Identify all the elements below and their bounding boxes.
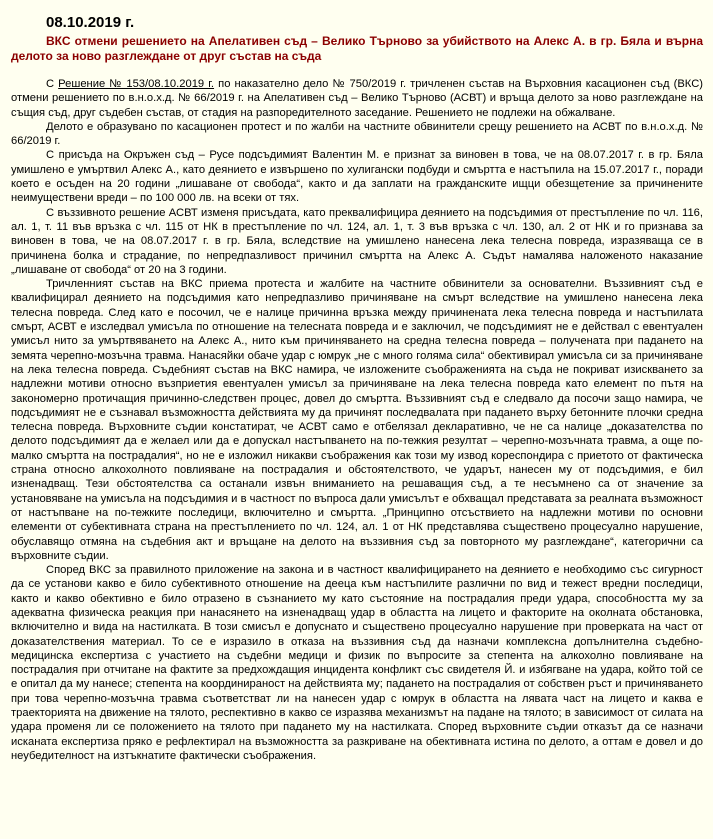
paragraph-2: Делото е образувано по касационен протест и по жалби на частните обвинители срещу решението на АСВТ по в.н.о.х.д. № 66/2019 г. [11, 120, 703, 148]
article-headline: ВКС отмени решението на Апелативен съд – Велико Търново за убийството на Алекс А. в гр. Бяла и върна делото за ново разглеждане от друг състав на съда [11, 34, 703, 63]
article-date: 08.10.2019 г. [46, 14, 135, 31]
paragraph-1-prefix: С [46, 78, 59, 90]
paragraph-6: Според ВКС за правилното приложение на закона и в частност квалифицирането на деянието е необходимо със сигурност да се установи какво е било субективното отношение на дееца към настъпилите различни по вид и тежест вредни последици, както и какво обективно е било отразено в съзнанието му като състояние на пострадалия преди удара, способността му за адекватна физическа реакция при нанасянето на изненадващ удар в областта на лицето и факторите на околната обстановка, включително и вида на настилката. В този смисъл е допуснато и съществено процесуално нарушение при проверката на част от доказателствения материал. То се е изразило в отказа на въззивния съд да назначи комплексна допълнителна съдебно-медицинска експертиза с участието на съдебни медици и физик по въпросите за степента на алкохолно повлияване на пострадалия при отчитане на фактите за предхождащия инцидента конфликт със свидетеля Й. и избягване на удара, който той се е опитал да му нанесе; степента на координираност на действията му; падането на пострадалия от собствен ръст и причиняването при това черепно-мозъчна травма съответстват ли на нанесен удар с юмрук в областта на лявата част на лицето и каква е траекторията на движение на тялото, респективно в какво се изразява механизмът на падане на тялото; в зависимост от силата на удара променя ли се положението на тялото при падането му на настилката. Според върховните съдии отказът да се назначи исканата експертиза пряко е рефлектирал на възможността за разкриване на обективната истина по делото, а оттам е довел и до неубедителност на изтъкнатите фактически съображения. [11, 564, 703, 762]
paragraph-4: С въззивното решение АСВТ изменя присъдата, като преквалифицира деянието на подсъдимия от престъпление по чл. 116, ал. 1, т. 11 във връзка с чл. 115 от НК в престъпление по чл. 124, ал. 1, т. 3 във връзка с чл. 130, ал. 2 от НК и го признава за виновен в това, че на 08.07.2017 г. в гр. Бяла, вследствие на умишлено нанесена лека телесна повреда, изразяваща се в причинена болка и страдание, по непредпазливост причинил смъртта на Алекс А. Съдът намалява наложеното наказание „лишаване от свобода“ от 20 на 3 години. [11, 206, 703, 276]
paragraph-1 [11, 77, 703, 120]
decision-link[interactable]: Решение № 153/08.10.2019 г. [58, 78, 215, 90]
paragraph-3: С присъда на Окръжен съд – Русе подсъдимият Валентин М. е признат за виновен в това, че на 08.07.2017 г. в гр. Бяла умишлено е умъртвил Алекс А., като деянието е извършено по хулигански подбуди и смъртта е настъпила на 15.07.2017 г., поради което е осъден на 20 години „лишаване от свобода“, както и да заплати на гражданските ищци обезщетение за причинените неимуществени вреди – по 100 000 лв. на всеки от тях. [11, 149, 703, 205]
paragraph-1-text: по наказателно дело № 750/2019 г. тричленен състав на Върховния касационен съд (ВКС) отмени решението по в.н.о.х.д. № 66/2019 г. на Апелативен съд – Велико Търново (АСВТ) и връща делото за ново разглеждане на същия съд, друг съдебен състав, от стадия на разпоредителното заседание. Решението не подлежи на обжалване. [11, 78, 704, 119]
paragraph-5: Тричленният състав на ВКС приема протеста и жалбите на частните обвинители за основателни. Въззивният съд е квалифицирал деянието на подсъдимия като непредпазливо причиняване на смърт вследствие на умишлено нанесена лека телесна повреда. След като е посочил, че е налице причинна връзка между причинената лека телесна повреда и настъпилата смърт, АСВТ е изследвал умисъла по отношение на телесната повреда и е заключил, че подсъдимият не е действал с евентуален умисъл нито за умъртвяването на Алекс А., нито към причиняването на средна телесна повреда – получената при падането на земята черепно-мозъчна травма. Нанасяйки обаче удар с юмрук „не с много голяма сила“ обективирал умисъла си за причиняване на лека телесна повреда. Съдебният състав на ВКС намира, че изложените съображенията на съда не покриват изискването за надлежни мотиви относно възприетия евентуален умисъл за причиняване на лека телесна повреда като елемент по пътя на закономерно протичащия причинно-следствен процес, довел до смъртта. Въззивният съд е следвало да посочи защо намира, че подсъдимият не е съзнавал възможността действията му да причинят последвалата при падането върху бетонните плочки средна телесна повреда. Върховните съдии констатират, че АСВТ само е отбелязал декларативно, че не са налице „доказателства по делото подсъдимият да е желаел или да е допускал настъпването на по-тежкия резултат – черепно-мозъчната травма, а още по-малко смъртта на пострадалия“, но не е изложил никакви съображения как този му извод кореспондира с приетото от фактическа страна относно алкохолното повлияване на пострадалия и обстоятелството, че ударът, нанесен му от подсъдимия, е бил изненадващ. Тези обстоятелства са останали извън вниманието на решаващия съд, а те несъмнено са от значение за установяване на умисъла на подсъдимия и в частност по въпроса дали умисълът е обхващал представата за реалната възможност от настъпване на по-тежките последици, включително и смъртта. „Принципно отсъствието на надлежни мотиви по основни елементи от субективната страна на престъплението по чл. 124, ал. 1 от НК представлява съществено процесуално нарушение, обуславящо отмяна на съдебния акт и връщане на делото на въззивния съд за повторното му разглеждане“, категорични са върховните съдии. [11, 278, 703, 562]
